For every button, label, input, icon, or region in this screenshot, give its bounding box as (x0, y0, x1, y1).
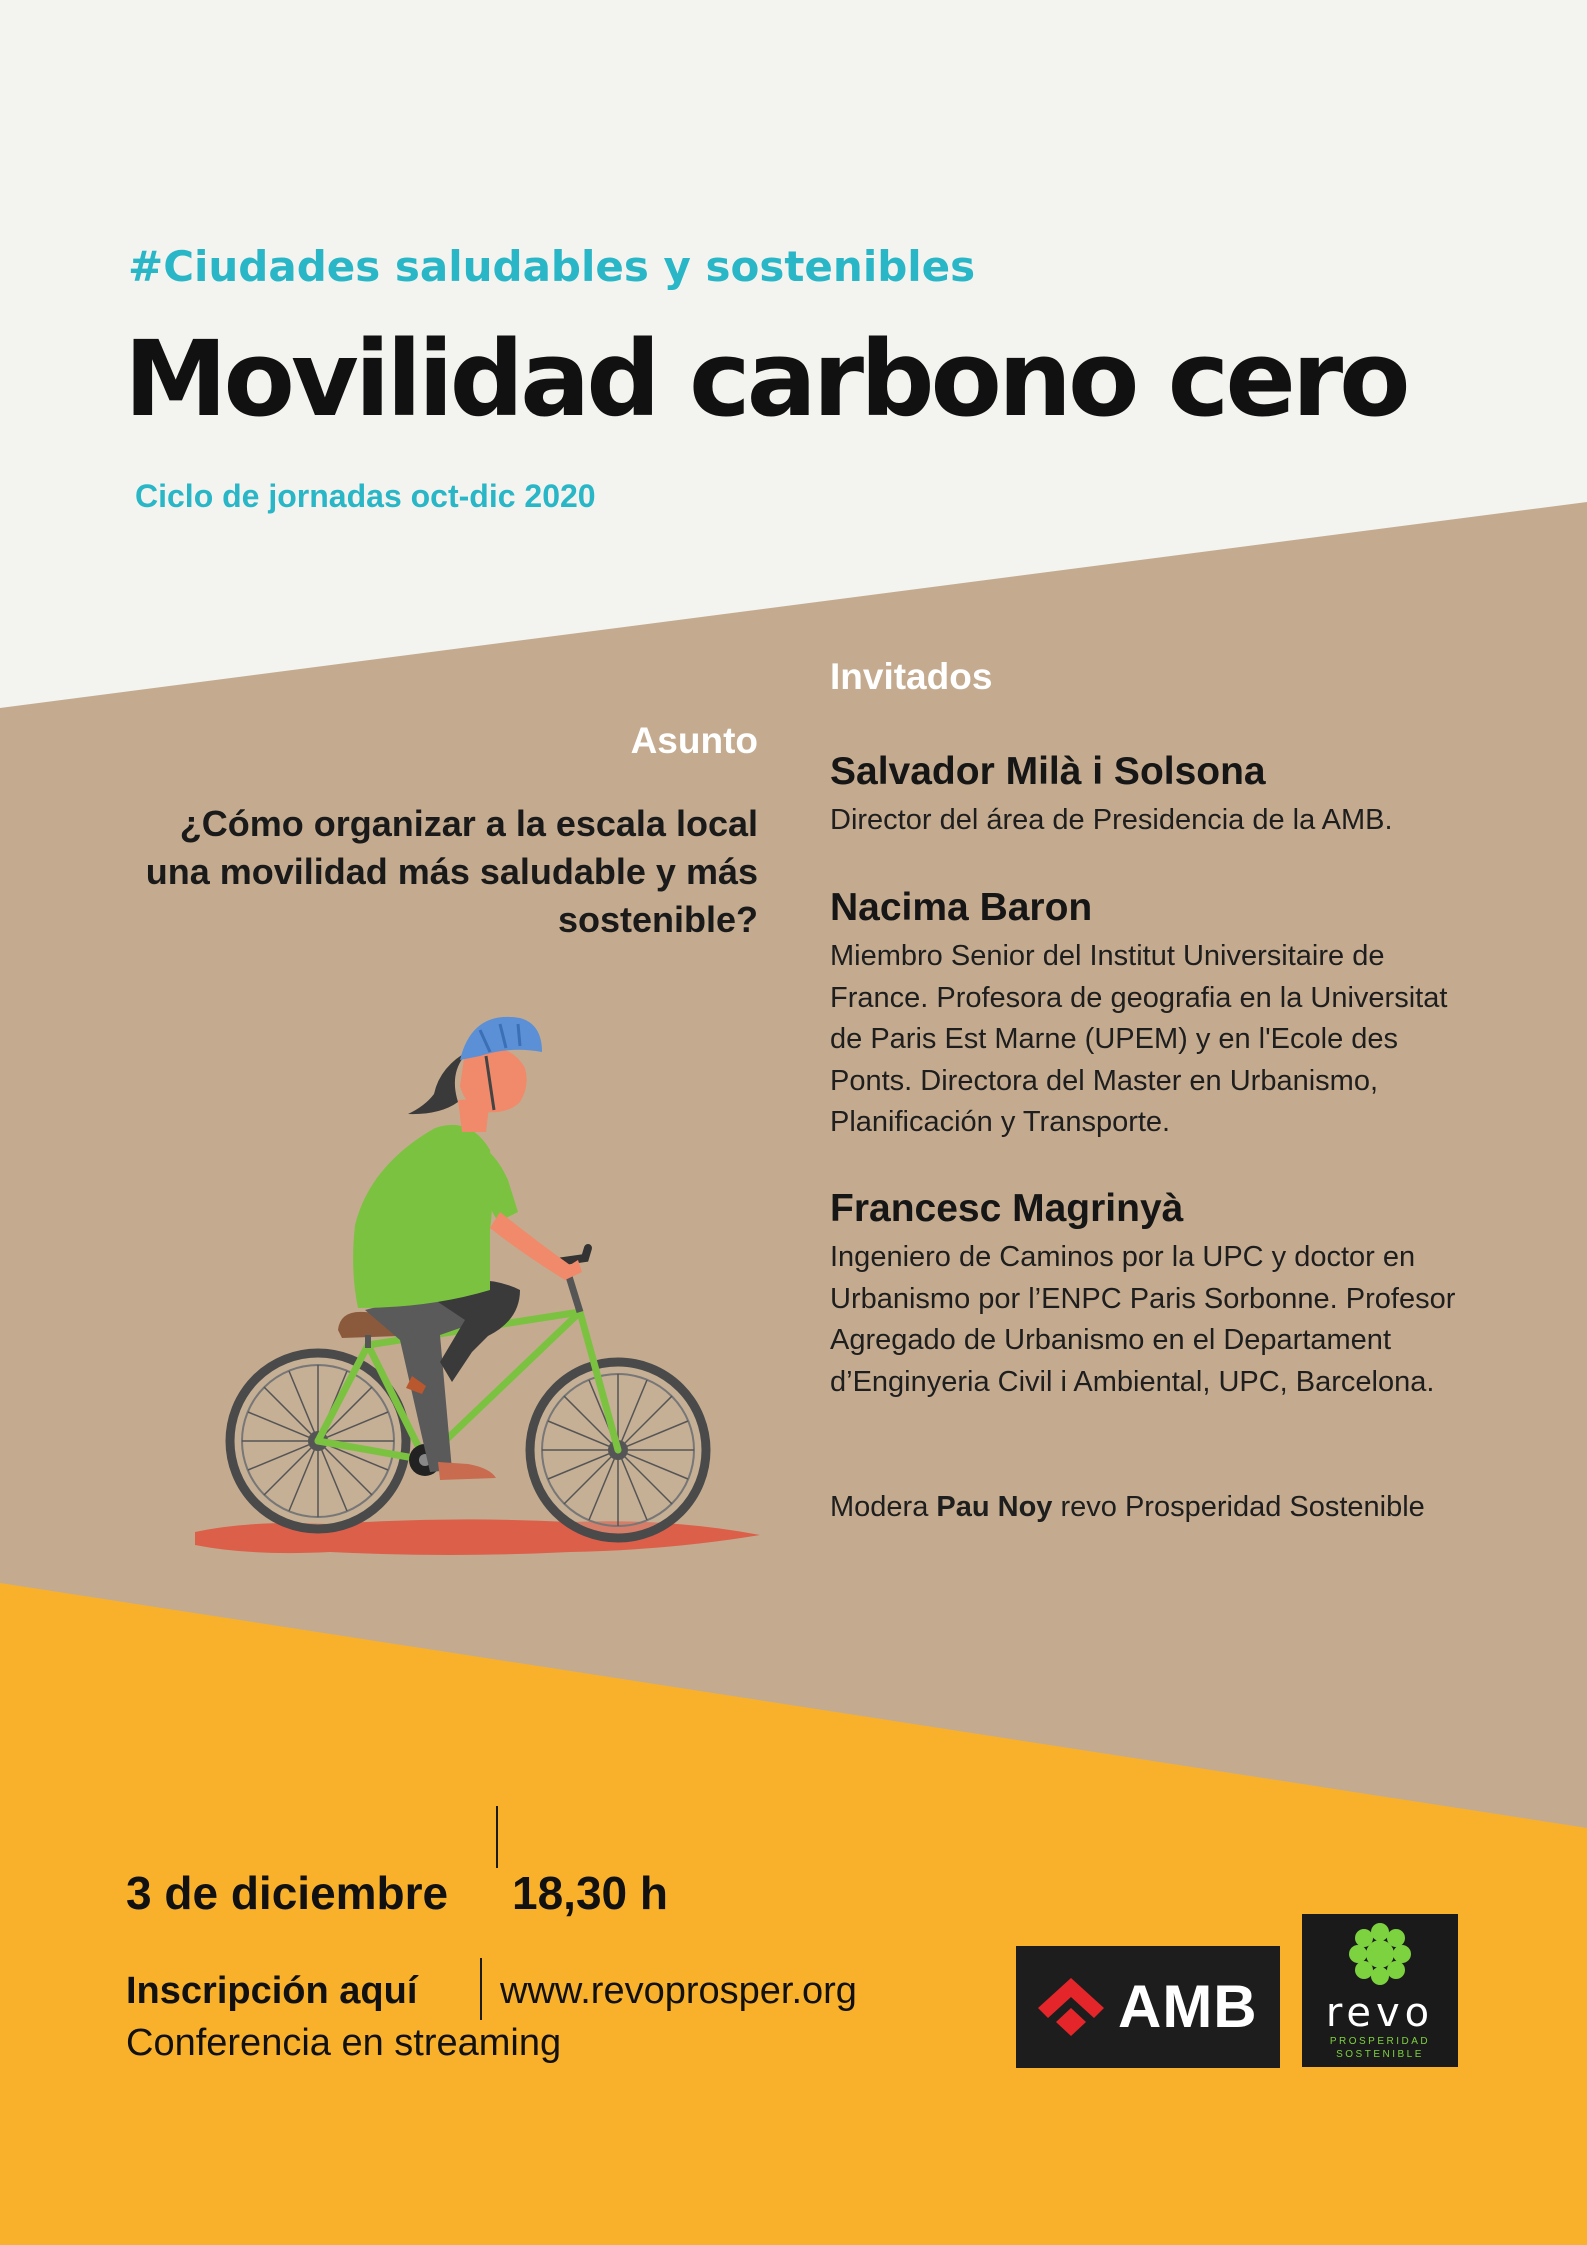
guest-name: Francesc Magrinyà (830, 1187, 1184, 1230)
moderator-line (830, 1487, 1470, 1528)
amb-logo-icon (1034, 1974, 1108, 2042)
registration-label: Inscripción aquí (126, 1970, 418, 2012)
event-date: 3 de diciembre (126, 1867, 449, 1919)
cycle-dates: Ciclo de jornadas oct-dic 2020 (135, 478, 596, 514)
divider-line (480, 1958, 482, 2020)
guest-francesc-magrinya (830, 1187, 1470, 1403)
guest-description: Miembro Senior del Institut Universitaire de France. Profesora de geografia en la Universitat de Paris Est Marne (UPEM) y en l'Ecole des Ponts. Directora del Master en Urbanismo, Planificación y Transporte. (830, 940, 1448, 1138)
guest-description: Ingeniero de Caminos por la UPC y doctor en Urbanismo por l’ENPC Paris Sorbonne. Profesor Agregado de Urbanismo en el Departament d’Enginyeria Civil i Ambiental, UPC, Barcelona. (830, 1241, 1456, 1398)
moderator-prefix: Modera (830, 1491, 929, 1523)
revo-logo-icon (1348, 1922, 1412, 1986)
guest-name: Salvador Milà i Solsona (830, 750, 1266, 793)
hashtag-subtitle: #Ciudades saludables y sostenibles (128, 242, 976, 291)
revo-logo-subtitle: PROSPERIDAD (1329, 2036, 1431, 2047)
revo-logo (1302, 1914, 1458, 2067)
amb-logo (1016, 1946, 1280, 2068)
revo-logo-text: revo (1325, 1990, 1435, 2036)
moderator-name: Pau Noy (936, 1491, 1053, 1523)
page-title: Movilidad carbono cero (124, 318, 1407, 440)
asunto-question: ¿Cómo organizar a la escala local una movilidad más saludable y más sostenible? (145, 803, 758, 940)
guest-description: Director del área de Presidencia de la AMB. (830, 804, 1393, 836)
guests-heading: Invitados (830, 656, 993, 697)
guest-salvador-mila (830, 750, 1470, 842)
amb-logo-text: AMB (1118, 1973, 1258, 2040)
moderator-affiliation: revo Prosperidad Sostenible (1060, 1491, 1425, 1523)
guest-name: Nacima Baron (830, 886, 1093, 929)
divider-line (496, 1806, 498, 1868)
cyclist-illustration (190, 990, 780, 1570)
event-format: Conferencia en streaming (126, 2022, 562, 2064)
asunto-heading: Asunto (630, 720, 758, 761)
revo-logo-subtitle: SOSTENIBLE (1336, 2049, 1424, 2060)
guest-nacima-baron (830, 886, 1470, 1144)
event-time: 18,30 h (512, 1867, 668, 1919)
registration-link[interactable]: www.revoprosper.org (500, 1970, 857, 2012)
